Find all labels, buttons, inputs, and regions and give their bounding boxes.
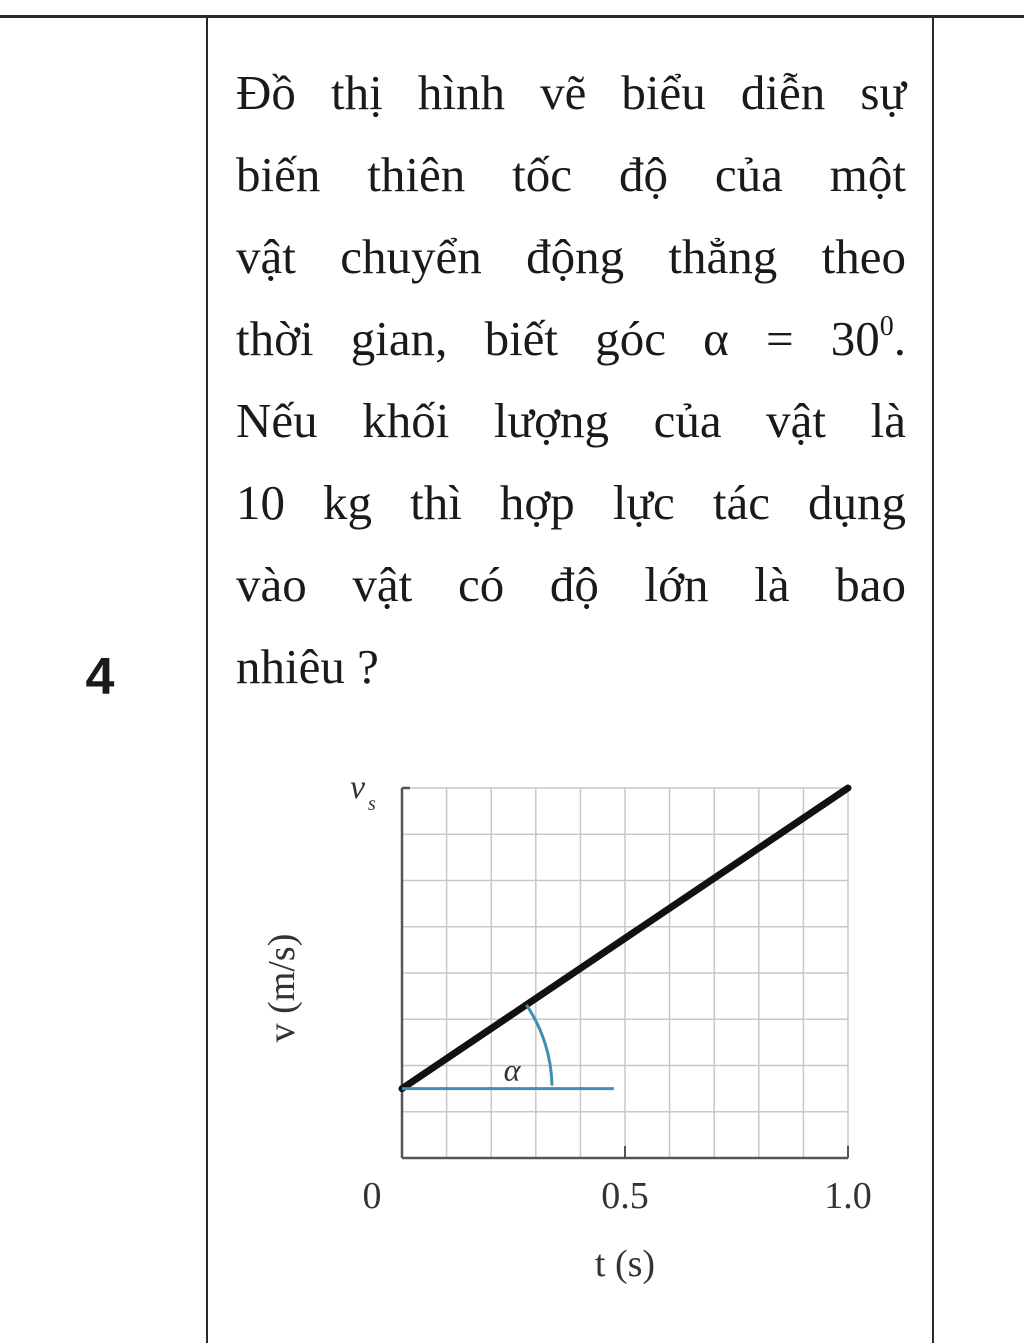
question-line-5: Nếu khối lượng của vật là	[236, 393, 906, 448]
angle-label: α	[503, 1051, 521, 1088]
y-top-label: v	[350, 769, 366, 806]
chart-svg	[250, 760, 910, 1320]
question-number: 4	[85, 648, 115, 706]
x-tick-label: 1.0	[824, 1175, 872, 1217]
question-line-3: vật chuyển động thẳng theo	[236, 229, 906, 284]
question-text	[236, 52, 906, 708]
y-top-subscript: s	[368, 793, 376, 815]
question-line-6: 10 kg thì hợp lực tác dụng	[236, 475, 906, 530]
angle-value: = 30	[765, 311, 880, 366]
angle-period: .	[893, 311, 906, 366]
question-line-4	[236, 298, 906, 380]
question-line-8: nhiêu ?	[236, 639, 379, 694]
question-line-1: Đồ thị hình vẽ biểu diễn sự	[236, 65, 906, 120]
question-line-2: biến thiên tốc độ của một	[236, 147, 906, 202]
question-line-4-text: thời gian, biết góc	[236, 311, 666, 366]
chart-grid	[402, 788, 848, 1158]
y-axis-label: v (m/s)	[261, 933, 303, 1043]
velocity-time-chart	[250, 760, 910, 1320]
x-tick-label: 0.5	[601, 1175, 649, 1217]
table-column-divider-left	[206, 15, 208, 1343]
angle-symbol: α	[703, 311, 729, 366]
chart-labels	[261, 769, 872, 1285]
table-top-border	[0, 15, 1024, 18]
x-tick-label: 0	[362, 1175, 382, 1217]
question-line-7: vào vật có độ lớn là bao	[236, 557, 906, 612]
table-column-divider-right	[932, 15, 934, 1343]
x-axis-label: t (s)	[594, 1243, 656, 1285]
angle-arc	[526, 1005, 552, 1086]
angle-exponent: 0	[879, 311, 894, 342]
